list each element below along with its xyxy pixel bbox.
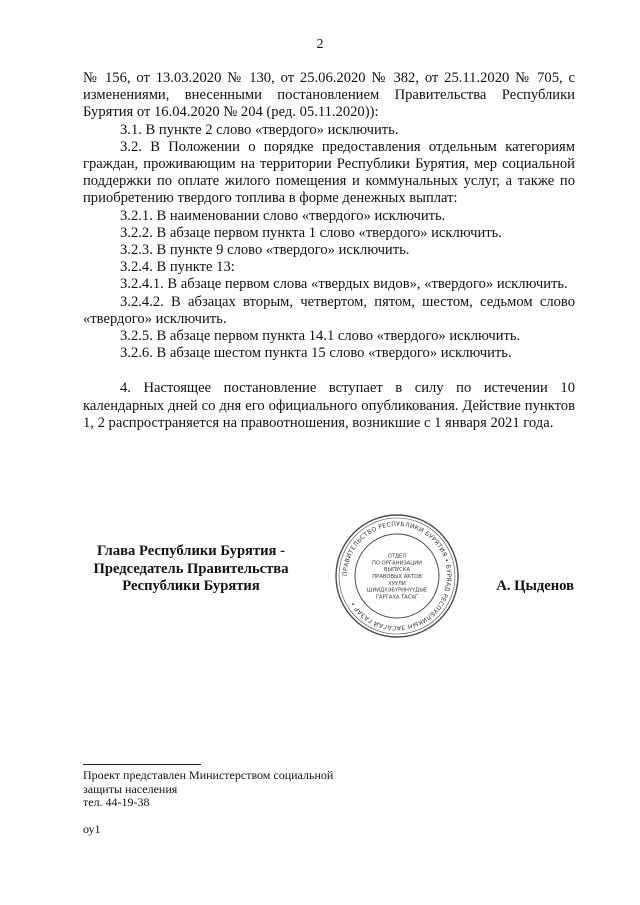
seal-center-line: ГАРГАХА ТАСАГ <box>375 594 419 601</box>
paragraph: 3.2.3. В пункте 9 слово «твердого» исключить. <box>120 242 410 259</box>
paragraph: 3.2.4.2. В абзацах вторым, четвертом, пятом, шестом, седьмом слово «твердого» исключить. <box>83 293 575 327</box>
paragraph: 3.2.4. В пункте 13: <box>120 259 235 276</box>
page-code: оу1 <box>83 822 101 836</box>
seal-center-line: ШИИДХЭБҮРИНҮҮДЫЕ <box>366 587 428 594</box>
seal-center-line: ОТДЕЛ <box>387 553 407 560</box>
footnote-line-1: Проект представлен Министерством социальной <box>83 768 334 782</box>
document-body <box>83 70 575 432</box>
footnote <box>83 769 333 810</box>
page-number: 2 <box>316 37 324 52</box>
seal-center-line: ПО ОРГАНИЗАЦИИ <box>371 560 423 567</box>
signer-title-line-3: Республики Бурятия <box>122 578 260 595</box>
seal-center-line: ВЫПУСКА <box>383 567 411 574</box>
paragraph: 3.2.4.1. В абзаце первом слова «твердых видов», «твердого» исключить. <box>120 276 568 293</box>
signer-title-line-2: Председатель Правительства <box>93 560 289 577</box>
seal-center-line: ПРАВОВЫХ АКТОВ <box>372 574 422 580</box>
paragraph: 3.2. В Положении о порядке предоставления отдельным категориям граждан, проживающим на территории Республики Бурятия, мер социальной поддержки по оплате жилого помещения и коммунальных услуг, а также по приобретению твердого топлива в форме денежных выплат: <box>83 138 575 207</box>
footnote-line-3: тел. 44-19-38 <box>83 795 150 810</box>
signer-title <box>83 543 299 596</box>
official-seal <box>333 512 461 640</box>
paragraph: 4. Настоящее постановление вступает в силу по истечении 10 календарных дней со дня его официального опубликования. Действие пунктов 1, 2 распространяется на правоотношения, возникшие с 1 января 2021 года. <box>83 380 575 431</box>
paragraph: 3.2.2. В абзаце первом пункта 1 слово «твердого» исключить. <box>120 224 502 241</box>
signer-name: А. Цыденов <box>496 578 574 594</box>
paragraph: 3.2.1. В наименовании слово «твердого» исключить. <box>120 207 446 224</box>
paragraph: 3.2.6. В абзаце шестом пункта 15 слово «твердого» исключить. <box>120 345 512 362</box>
footnote-divider <box>83 764 201 765</box>
seal-center-line: ХУУЛИ <box>388 580 406 587</box>
signer-title-line-1: Глава Республики Бурятия - <box>97 543 285 559</box>
paragraph: 3.2.5. В абзаце первом пункта 14.1 слово «твердого» исключить. <box>120 328 521 345</box>
paragraph: 3.1. В пункте 2 слово «твердого» исключить. <box>120 121 399 138</box>
svg-text:ПРАВИТЕЛЬСТВО РЕСПУБЛИКИ БУРЯТ: ПРАВИТЕЛЬСТВО РЕСПУБЛИКИ БУРЯТИЯ • БУРЯАД РЕСПУБЛИКЫН ЗАСАГАЙ ГАЗАР • <box>341 520 453 632</box>
paragraph: № 156, от 13.03.2020 № 130, от 25.06.2020 № 382, от 25.11.2020 № 705, с изменениями, внесенными постановлением Правительства Республики Бурятия от 16.04.2020 № 204 (ред. 05.11.2020)): <box>83 70 575 121</box>
footnote-line-2: защиты населения <box>83 781 178 796</box>
